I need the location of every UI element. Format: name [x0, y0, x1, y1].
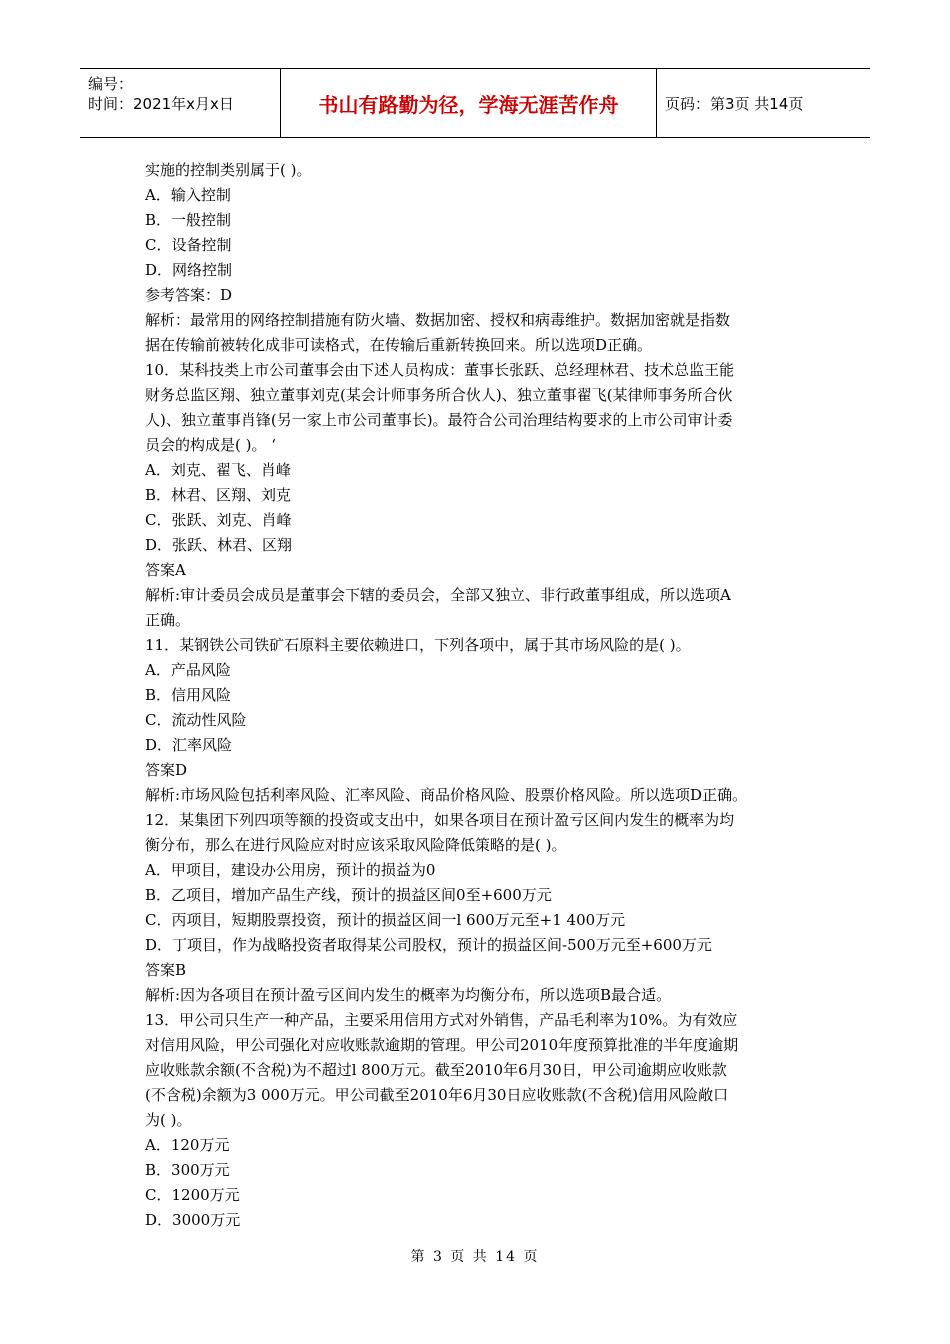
header-meta-cell: [80, 69, 281, 137]
document-date: 时间：2021年x月x日: [88, 95, 234, 113]
text-line: D．3000万元: [145, 1211, 241, 1229]
text-line: D．网络控制: [145, 261, 233, 279]
text-line: B．信用风险: [145, 686, 232, 704]
text-line: (不含税)余额为3 000万元。甲公司截至2010年6月30日应收账款(不含税)信用风险敞口: [145, 1086, 729, 1104]
text-line: 解析:市场风险包括利率风险、汇率风险、商品价格风险、股票价格风险。所以选项D正确。: [145, 786, 748, 804]
document-number-label: 编号：: [88, 75, 134, 93]
text-line: 解析：最常用的网络控制措施有防火墙、数据加密、授权和病毒维护。数据加密就是指数: [145, 311, 731, 329]
text-line: 财务总监区翔、独立董事刘克(某会计师事务所合伙人)、独立董事翟飞(某律师事务所合伙: [145, 386, 733, 404]
text-line: A．甲项目，建设办公用房，预计的损益为0: [145, 861, 436, 879]
text-line: 答案A: [145, 561, 186, 579]
text-line: 答案B: [145, 961, 187, 979]
text-line: B．乙项目，增加产品生产线，预计的损益区间0至+600万元: [145, 886, 552, 904]
text-line: 答案D: [145, 761, 188, 779]
text-line: 人)、独立董事肖锋(另一家上市公司董事长)。最符合公司治理结构要求的上市公司审计委: [145, 411, 733, 429]
text-line: B．300万元: [145, 1161, 230, 1179]
text-line: 参考答案：D: [145, 286, 233, 304]
text-line: C．丙项目，短期股票投资，预计的损益区间一l 600万元至+1 400万元: [145, 911, 626, 929]
text-line: B．林君、区翔、刘克: [145, 486, 292, 504]
text-line: 实施的控制类别属于( )。: [145, 161, 312, 179]
text-line: 10．某科技类上市公司董事会由下述人员构成：董事长张跃、总经理林君、技术总监王能: [145, 361, 735, 379]
text-line: A．输入控制: [145, 186, 231, 204]
header-page-info: 页码：第3页 共14页: [665, 94, 804, 113]
text-line: 13．甲公司只生产一种产品，主要采用信用方式对外销售，产品毛利率为10%。为有效应: [145, 1011, 738, 1029]
page-header: [80, 68, 870, 138]
text-line: 对信用风险，甲公司强化对应收账款逾期的管理。甲公司2010年度预算批准的半年度逾期: [145, 1036, 739, 1054]
document-body: [145, 158, 815, 1233]
text-line: 解析:因为各项目在预计盈亏区间内发生的概率为均衡分布，所以选项B最合适。: [145, 986, 672, 1004]
text-line: 为( )。: [145, 1111, 192, 1129]
text-line: C．流动性风险: [145, 711, 247, 729]
page-footer: 第 3 页 共 14 页: [410, 1249, 540, 1265]
text-line: D．汇率风险: [145, 736, 233, 754]
text-line: C．设备控制: [145, 236, 232, 254]
text-line: 解析:审计委员会成员是董事会下辖的委员会，全部又独立、非行政董事组成，所以选项A: [145, 586, 731, 604]
text-line: 衡分布，那么在进行风险应对时应该采取风险降低策略的是( )。: [145, 836, 567, 854]
text-line: 员会的构成是( )。 ‘: [145, 436, 277, 454]
text-line: D．张跃、林君、区翔: [145, 536, 293, 554]
text-line: A．产品风险: [145, 661, 231, 679]
text-line: C．1200万元: [145, 1186, 240, 1204]
text-line: 正确。: [145, 611, 191, 629]
text-line: C．张跃、刘克、肖峰: [145, 511, 292, 529]
text-line: A．120万元: [145, 1136, 230, 1154]
text-line: 12．某集团下列四项等额的投资或支出中，如果各项目在预计盈亏区间内发生的概率为均: [145, 811, 735, 829]
header-motto: 书山有路勤为径，学海无涯苦作舟: [281, 69, 657, 137]
text-line: A．刘克、翟飞、肖峰: [145, 461, 291, 479]
text-line: 应收账款余额(不含税)为不超过l 800万元。截至2010年6月30日，甲公司逾期应收账款: [145, 1061, 727, 1079]
text-line: B．一般控制: [145, 211, 232, 229]
text-line: 据在传输前被转化成非可读格式，在传输后重新转换回来。所以选项D正确。: [145, 336, 653, 354]
text-line: 11．某钢铁公司铁矿石原料主要依赖进口，下列各项中，属于其市场风险的是( )。: [145, 636, 691, 654]
text-line: D．丁项目，作为战略投资者取得某公司股权，预计的损益区间-500万元至+600万元: [145, 936, 712, 954]
